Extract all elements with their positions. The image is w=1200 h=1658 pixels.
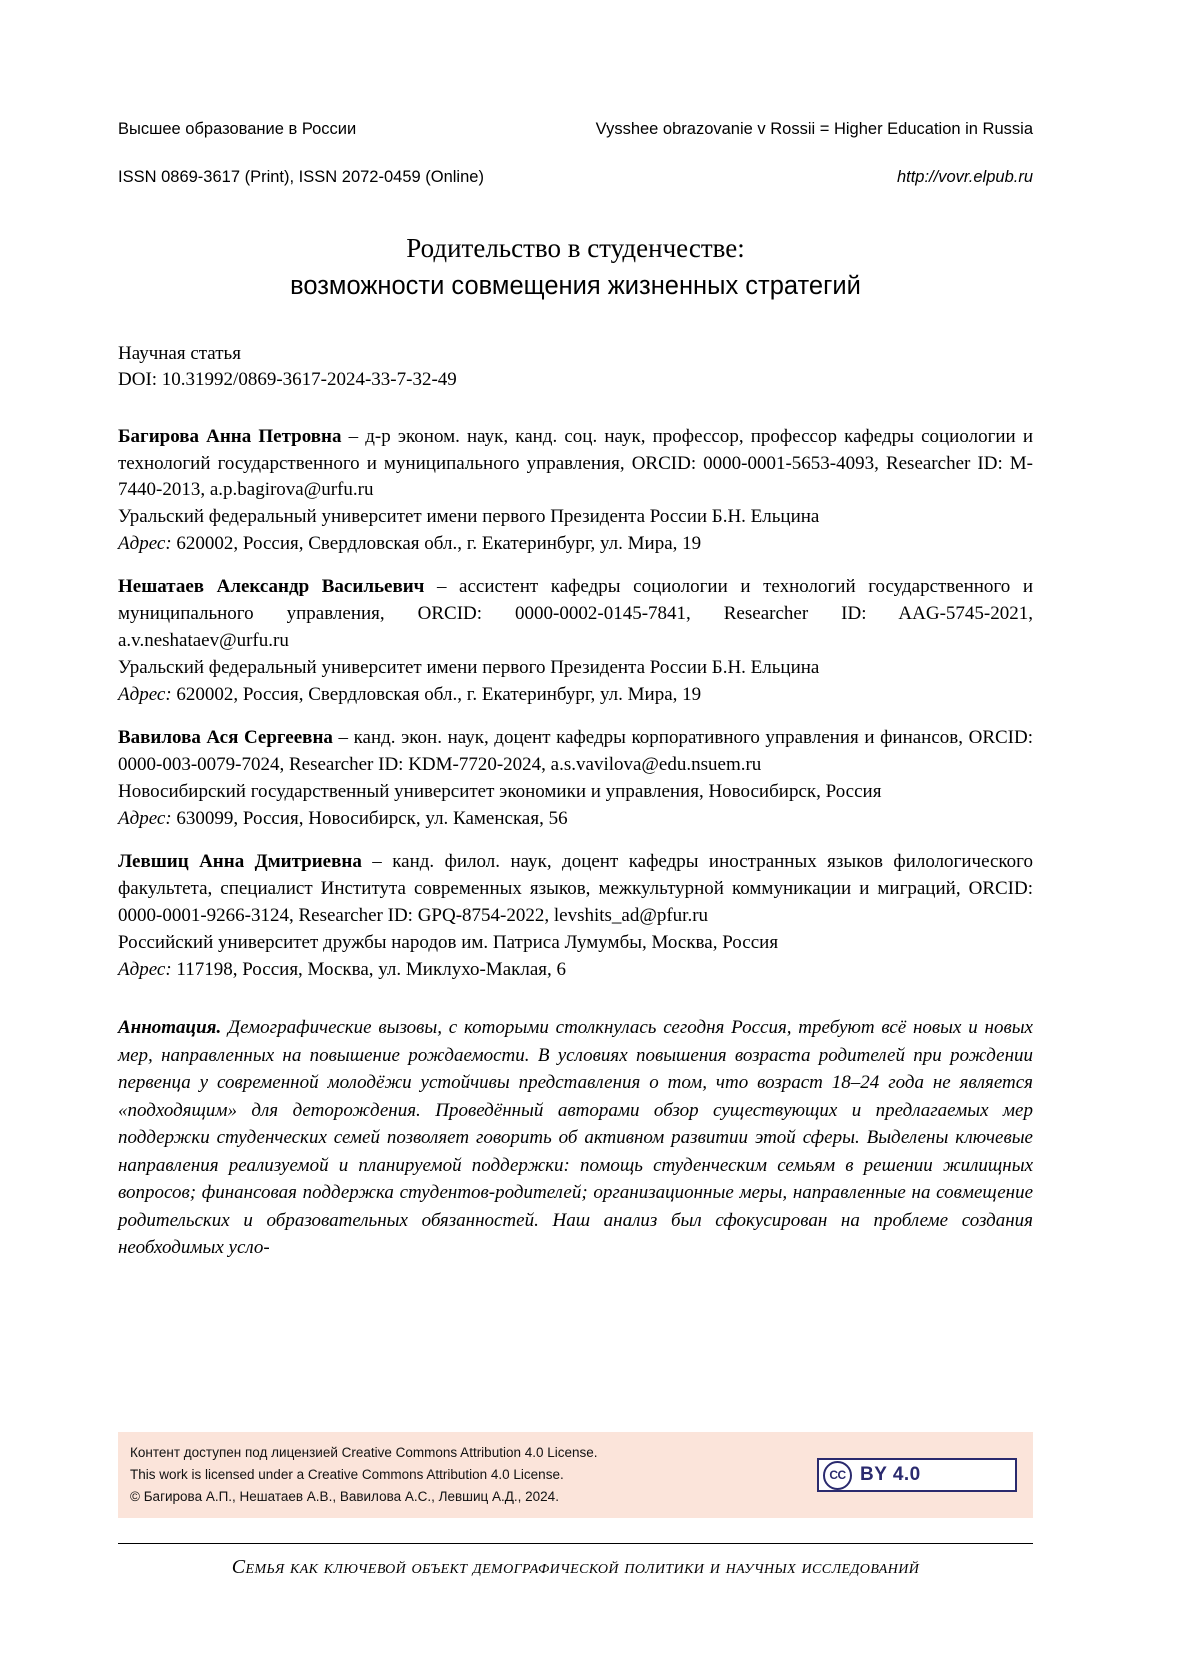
author-address: 620002, Россия, Свердловская обл., г. Екатеринбург, ул. Мира, 19 <box>171 684 702 706</box>
abstract <box>118 1014 1033 1262</box>
cc-license-label: BY 4.0 <box>860 1464 921 1485</box>
footer-section-title: Семья как ключевой объект демографической политики и научных исследований <box>231 1556 920 1578</box>
creative-commons-badge[interactable] <box>817 1458 1017 1492</box>
author-details: – ассистент кафедры социологии и технологий государственного и муниципального управления, ORCID: 0000-0002-0145-7841, Researcher ID: AAG-5745-2021, a.v.neshataev@urfu.ru <box>118 576 1034 652</box>
author-name: Нешатаев Александр Васильевич <box>118 576 425 598</box>
cc-icon: CC <box>823 1461 852 1490</box>
license-line-ru: Контент доступен под лицензией Creative Commons Attribution 4.0 License. <box>130 1445 598 1461</box>
abstract-text: Демографические вызовы, с которыми столкнулась сегодня Россия, требуют всё новых и новых мер, направленных на повышение рождаемости. В условиях повышения возраста родителей при рождении первенца у современной молодёжи устойчивы представления о том, что возраст 18–24 года не является «подходящим» для деторождения. Проведённый авторами обзор существующих и предлагаемых мер поддержки студенческих семей позволяет говорить об активном развитии этой сферы. Выделены ключевые направления реализуемой и планируемой поддержки: помощь студенческим семьям в решении жилищных вопросов; финансовая поддержка студентов-родителей; организационные меры, направленные на совмещение родительских и образовательных обязанностей. Наш анализ был сфокусирован на проблеме создания необходимых усло- <box>118 1016 1033 1259</box>
page-title <box>118 229 1033 305</box>
author-details: – канд. экон. наук, доцент кафедры корпоративного управления и финансов, ORCID: 0000-003-0079-7024, Researcher ID: KDM-7720-2024, a.s.vavilova@edu.nsuem.ru <box>118 727 1033 776</box>
author-details: – д-р эконом. наук, канд. соц. наук, профессор, профессор кафедры социологии и технологий государственного и муниципального управления, ORCID: 0000-0001-5653-4093, Researcher ID: M-7440-2013, a.p.bagirova@urfu.ru <box>118 425 1033 501</box>
title-line-1: Родительство в студенчестве: <box>406 233 745 263</box>
authors-list <box>118 424 1033 984</box>
page-content <box>118 0 1033 1262</box>
author-affiliation: Новосибирский государственный университет экономики и управления, Новосибирск, Россия <box>118 781 882 803</box>
address-label: Адрес: <box>118 808 172 830</box>
article-doi[interactable]: DOI: 10.31992/0869-3617-2024-33-7-32-49 <box>118 369 457 391</box>
license-line-en: This work is licensed under a Creative Commons Attribution 4.0 License. <box>130 1467 564 1483</box>
issn-text: ISSN 0869-3617 (Print), ISSN 2072-0459 (Online) <box>118 168 484 186</box>
author-affiliation: Уральский федеральный университет имени первого Президента России Б.Н. Ельцина <box>118 657 820 679</box>
author-entry <box>118 574 1033 709</box>
author-name: Багирова Анна Петровна <box>118 425 342 447</box>
copyright-line: © Багирова А.П., Нешатаев А.В., Вавилова А.С., Левшиц А.Д., 2024. <box>130 1488 559 1504</box>
title-line-2: возможности совмещения жизненных стратегий <box>290 272 861 301</box>
journal-url[interactable]: http://vovr.elpub.ru <box>896 168 1033 186</box>
license-text <box>130 1442 598 1508</box>
author-name: Вавилова Ася Сергеевна <box>118 727 333 749</box>
license-box <box>118 1432 1033 1518</box>
journal-title-ru: Высшее образование в России <box>118 120 357 138</box>
author-address: 620002, Россия, Свердловская обл., г. Екатеринбург, ул. Мира, 19 <box>171 533 702 555</box>
author-affiliation: Российский университет дружбы народов им. Патриса Лумумбы, Москва, Россия <box>118 932 779 954</box>
article-type: Научная статья <box>118 343 241 365</box>
author-entry <box>118 725 1033 833</box>
article-meta <box>118 341 1033 393</box>
author-address: 630099, Россия, Новосибирск, ул. Каменская, 56 <box>171 808 568 830</box>
journal-title-en: Vysshee obrazovanie v Rossii = Higher Education in Russia <box>595 120 1033 138</box>
address-label: Адрес: <box>118 684 172 706</box>
address-label: Адрес: <box>118 533 172 555</box>
author-name: Левшиц Анна Дмитриевна <box>118 851 362 873</box>
running-head <box>118 120 1033 139</box>
author-entry <box>118 424 1033 559</box>
issn-line <box>118 168 1033 187</box>
address-label: Адрес: <box>118 958 172 980</box>
footer-divider <box>118 1543 1033 1544</box>
abstract-label: Аннотация. <box>118 1016 222 1038</box>
author-affiliation: Уральский федеральный университет имени первого Президента России Б.Н. Ельцина <box>118 506 820 528</box>
author-details: – канд. филол. наук, доцент кафедры иностранных языков филологического факультета, специалист Института современных языков, межкультурной коммуникации и миграций, ORCID: 0000-0001-9266-3124, Researcher ID: GPQ-8754-2022, levshits_ad@pfur.ru <box>118 851 1033 927</box>
author-address: 117198, Россия, Москва, ул. Миклухо-Маклая, 6 <box>171 958 567 980</box>
author-entry <box>118 849 1033 984</box>
